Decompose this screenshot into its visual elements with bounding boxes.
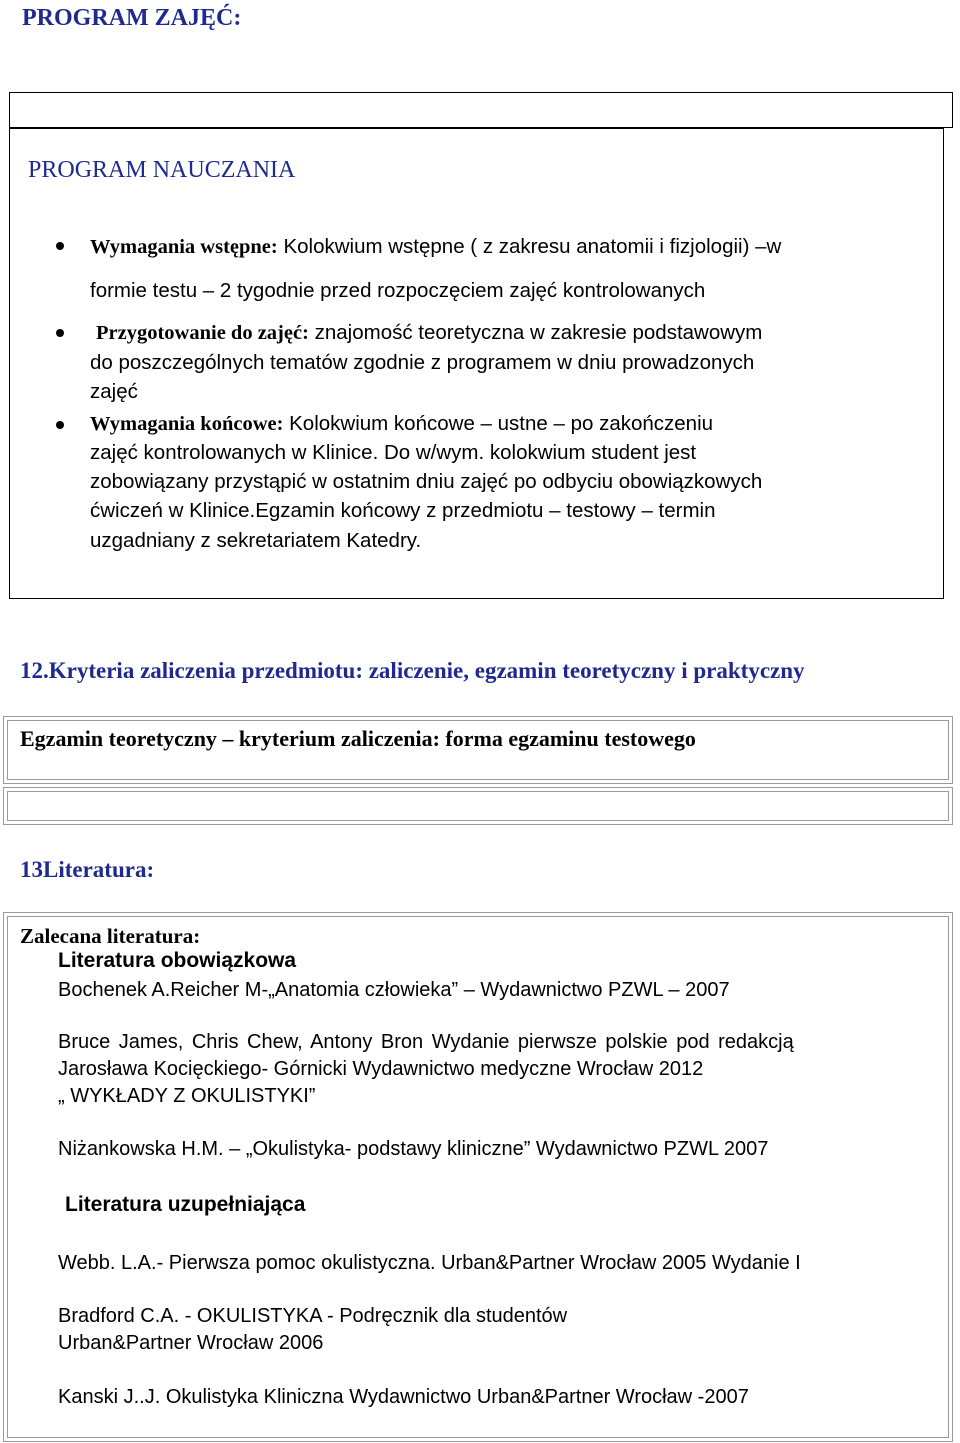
- literatura-item: Urban&Partner Wrocław 2006: [58, 1332, 324, 1354]
- kryteria-heading: 12.Kryteria zaliczenia przedmiotu: zaliczenie, egzamin teoretyczny i praktyczny: [20, 658, 805, 683]
- program-nauczania-heading: PROGRAM NAUCZANIA: [28, 157, 296, 183]
- przygotowanie-line1: [96, 318, 762, 349]
- wymagania-koncowe-text1: Kolokwium końcowe – ustne – po zakończeniu: [289, 412, 714, 435]
- wymagania-koncowe-label: Wymagania końcowe:: [90, 413, 284, 435]
- zalecana-literatura-label: Zalecana literatura:: [20, 924, 201, 948]
- bullet-icon: [56, 242, 64, 250]
- program-zajec-box: [9, 92, 953, 128]
- bullet-icon: [56, 329, 64, 337]
- literatura-item: Jarosława Kocięckiego- Górnicki Wydawnictwo medyczne Wrocław 2012: [58, 1058, 704, 1080]
- literatura-uzupelniajaca-title: Literatura uzupełniająca: [65, 1193, 306, 1216]
- literatura-item: Bochenek A.Reicher M-„Anatomia człowieka” – Wydawnictwo PZWL – 2007: [58, 979, 730, 1001]
- literatura-item: Bruce James, Chris Chew, Antony Bron Wydanie pierwsze polskie pod redakcją: [58, 1031, 794, 1053]
- przygotowanie-line2: do poszczególnych tematów zgodnie z programem w dniu prowadzonych: [90, 351, 755, 374]
- przygotowanie-label: Przygotowanie do zajęć:: [96, 322, 309, 344]
- wymagania-wstepne-text1: Kolokwium wstępne ( z zakresu anatomii i fizjologii) –w: [283, 235, 782, 258]
- literatura-item: „ WYKŁADY Z OKULISTYKI”: [58, 1085, 316, 1107]
- literatura-item: Bradford C.A. - OKULISTYKA - Podręcznik dla studentów: [58, 1305, 568, 1327]
- literatura-item: Kanski J..J. Okulistyka Kliniczna Wydawnictwo Urban&Partner Wrocław -2007: [58, 1386, 749, 1408]
- literatura-heading: 13Literatura:: [20, 857, 155, 882]
- przygotowanie-text1: znajomość teoretyczna w zakresie podstawowym: [314, 321, 763, 344]
- literatura-item: Webb. L.A.- Pierwsza pomoc okulistyczna. Urban&Partner Wrocław 2005 Wydanie I: [58, 1252, 801, 1274]
- wymagania-wstepne-line2: formie testu – 2 tygodnie przed rozpoczęciem zajęć kontrolowanych: [90, 279, 706, 302]
- wymagania-wstepne-label: Wymagania wstępne:: [90, 236, 278, 258]
- bullet-icon: [56, 421, 64, 429]
- egzamin-empty-box: [3, 787, 953, 825]
- wymagania-wstepne-line1: [90, 232, 781, 263]
- wymagania-koncowe-line3: zobowiązany przystąpić w ostatnim dniu zajęć po odbyciu obowiązkowych: [90, 470, 763, 493]
- wymagania-koncowe-line4: ćwiczeń w Klinice.Egzamin końcowy z przedmiotu – testowy – termin: [90, 499, 716, 522]
- wymagania-koncowe-line1: [90, 409, 713, 440]
- wymagania-koncowe-line5: uzgadniany z sekretariatem Katedry.: [90, 529, 422, 552]
- wymagania-koncowe-line2: zajęć kontrolowanych w Klinice. Do w/wym. kolokwium student jest: [90, 441, 697, 464]
- program-zajec-heading: PROGRAM ZAJĘĆ:: [22, 5, 242, 31]
- literatura-item: Niżankowska H.M. – „Okulistyka- podstawy kliniczne” Wydawnictwo PZWL 2007: [58, 1138, 769, 1160]
- egzamin-text: Egzamin teoretyczny – kryterium zaliczenia: forma egzaminu testowego: [20, 726, 696, 751]
- przygotowanie-line3: zajęć: [90, 380, 138, 403]
- literatura-obowiazkowa-title: Literatura obowiązkowa: [58, 949, 297, 972]
